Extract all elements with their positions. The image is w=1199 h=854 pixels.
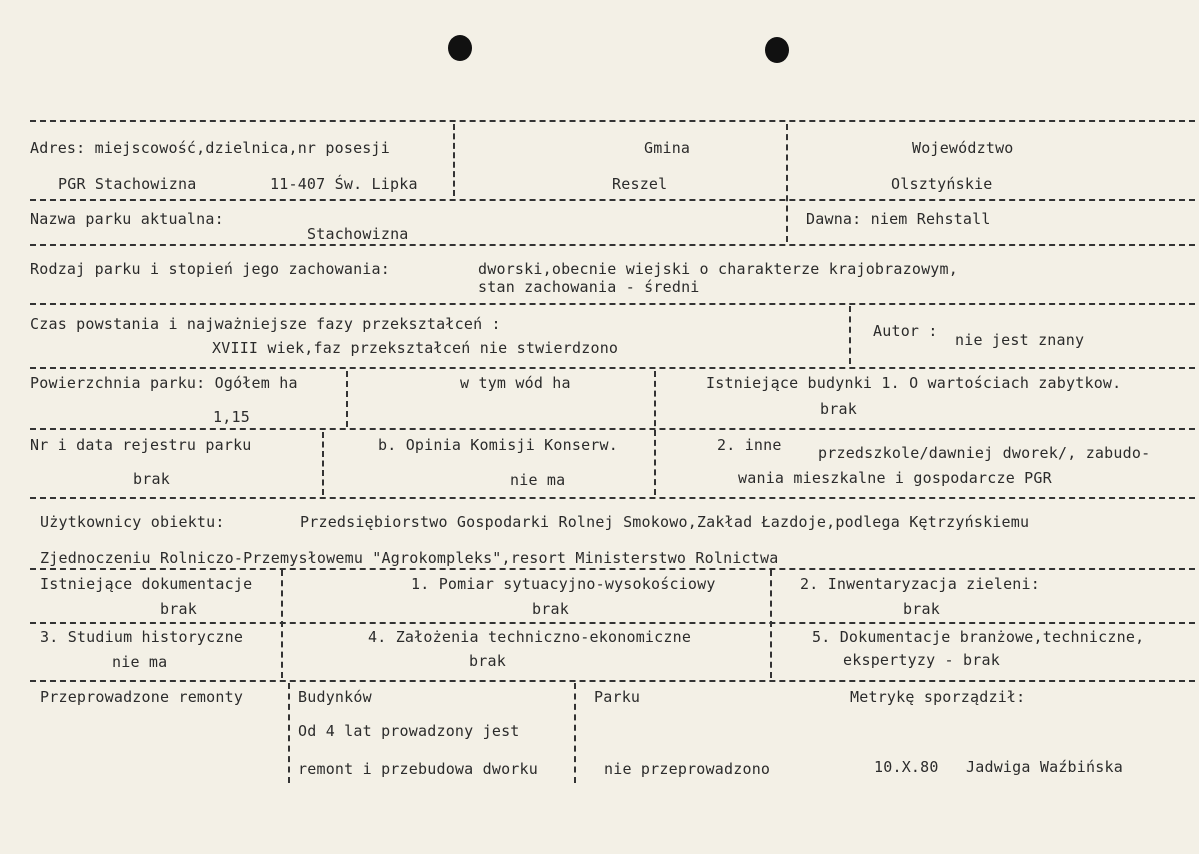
users-value-1: Przedsiębiorstwo Gospodarki Rolnej Smokowo,Zakład Łazdoje,podlega Kętrzyńskiemu	[300, 513, 1030, 531]
users-value-2: Zjednoczeniu Rolniczo-Przemysłowemu "Agrokompleks",resort Ministerstwo Rolnictwa	[40, 549, 779, 567]
park-name-value: Stachowizna	[307, 225, 409, 243]
buildings-value: brak	[820, 400, 857, 418]
users-label: Użytkownicy obiektu:	[40, 513, 225, 531]
other-label: 2. inne	[717, 436, 782, 454]
rule-7	[30, 568, 1195, 570]
former-name: Dawna: niem Rehstall	[806, 210, 991, 228]
area-label: Powierzchnia parku: Ogółem ha	[30, 374, 298, 392]
inventory-value: brak	[903, 600, 940, 618]
rule-2	[30, 244, 1195, 246]
buildings-label: Istniejące budynki 1. O wartościach zabytkow.	[706, 374, 1122, 392]
address-label: Adres: miejscowość,dzielnica,nr posesji	[30, 139, 390, 157]
park-type-value-2: stan zachowania - średni	[478, 278, 700, 296]
docs5-value: ekspertyzy - brak	[843, 651, 1000, 669]
rule-9	[30, 680, 1195, 682]
vrule-r10b	[574, 683, 576, 783]
study-label: 3. Studium historyczne	[40, 628, 244, 646]
vrule-r5a	[346, 371, 348, 427]
rule-6	[30, 497, 1195, 499]
study-value: nie ma	[112, 653, 168, 671]
other-value-2: wania mieszkalne i gospodarcze PGR	[738, 469, 1052, 487]
rule-1	[30, 199, 1195, 201]
address-place: PGR Stachowizna	[58, 175, 197, 193]
area-value: 1,15	[213, 408, 250, 426]
vrule-r8b	[770, 570, 772, 678]
survey-label: 1. Pomiar sytuacyjno-wysokościowy	[411, 575, 716, 593]
voivodeship-value: Olsztyńskie	[891, 175, 993, 193]
origin-label: Czas powstania i najważniejsze fazy przekształceń :	[30, 315, 501, 333]
origin-value: XVIII wiek,faz przekształceń nie stwierdzono	[212, 339, 619, 357]
compiled-author: Jadwiga Waźbińska	[966, 758, 1123, 776]
park-type-value-1: dworski,obecnie wiejski o charakterze krajobrazowym,	[478, 260, 958, 278]
docs-label: Istniejące dokumentacje	[40, 575, 253, 593]
vrule-r4	[849, 306, 851, 364]
docs5-label: 5. Dokumentacje branżowe,techniczne,	[812, 628, 1145, 646]
rule-8	[30, 622, 1195, 624]
survey-value: brak	[532, 600, 569, 618]
vrule-r10a	[288, 683, 290, 783]
gmina-value: Reszel	[612, 175, 668, 193]
opinion-value: nie ma	[510, 471, 566, 489]
water-label: w tym wód ha	[460, 374, 571, 392]
punch-hole-left	[448, 35, 472, 61]
gmina-label: Gmina	[644, 139, 691, 157]
repairs-park-value: nie przeprowadzono	[604, 760, 771, 778]
repairs-buildings-label: Budynków	[298, 688, 372, 706]
rule-3	[30, 303, 1195, 305]
register-value: brak	[133, 470, 170, 488]
repairs-buildings-value-2: remont i przebudowa dworku	[298, 760, 538, 778]
voivodeship-label: Województwo	[912, 139, 1014, 157]
address-postal: 11-407 Św. Lipka	[270, 175, 418, 193]
assumptions-label: 4. Założenia techniczno-ekonomiczne	[368, 628, 692, 646]
repairs-label: Przeprowadzone remonty	[40, 688, 244, 706]
vrule-r8a	[281, 570, 283, 678]
docs-value: brak	[160, 600, 197, 618]
assumptions-value: brak	[469, 652, 506, 670]
rule-4	[30, 367, 1195, 369]
vrule-r6a	[322, 432, 324, 495]
register-label: Nr i data rejestru parku	[30, 436, 252, 454]
repairs-buildings-value-1: Od 4 lat prowadzony jest	[298, 722, 520, 740]
vrule-r1a	[453, 124, 455, 196]
rule-5	[30, 428, 1195, 430]
punch-hole-right	[765, 37, 789, 63]
compiled-by-label: Metrykę sporządził:	[850, 688, 1026, 706]
vrule-r5b	[654, 371, 656, 495]
rule-top	[30, 120, 1195, 122]
inventory-label: 2. Inwentaryzacja zieleni:	[800, 575, 1040, 593]
repairs-park-label: Parku	[594, 688, 641, 706]
opinion-label: b. Opinia Komisji Konserw.	[378, 436, 618, 454]
vrule-r1b	[786, 124, 788, 242]
park-type-label: Rodzaj parku i stopień jego zachowania:	[30, 260, 390, 278]
compiled-date: 10.X.80	[874, 758, 939, 776]
other-value-1: przedszkole/dawniej dworek/, zabudo-	[818, 444, 1151, 462]
author-label: Autor :	[873, 322, 938, 340]
park-name-label: Nazwa parku aktualna:	[30, 210, 224, 228]
author-value: nie jest znany	[955, 331, 1085, 349]
